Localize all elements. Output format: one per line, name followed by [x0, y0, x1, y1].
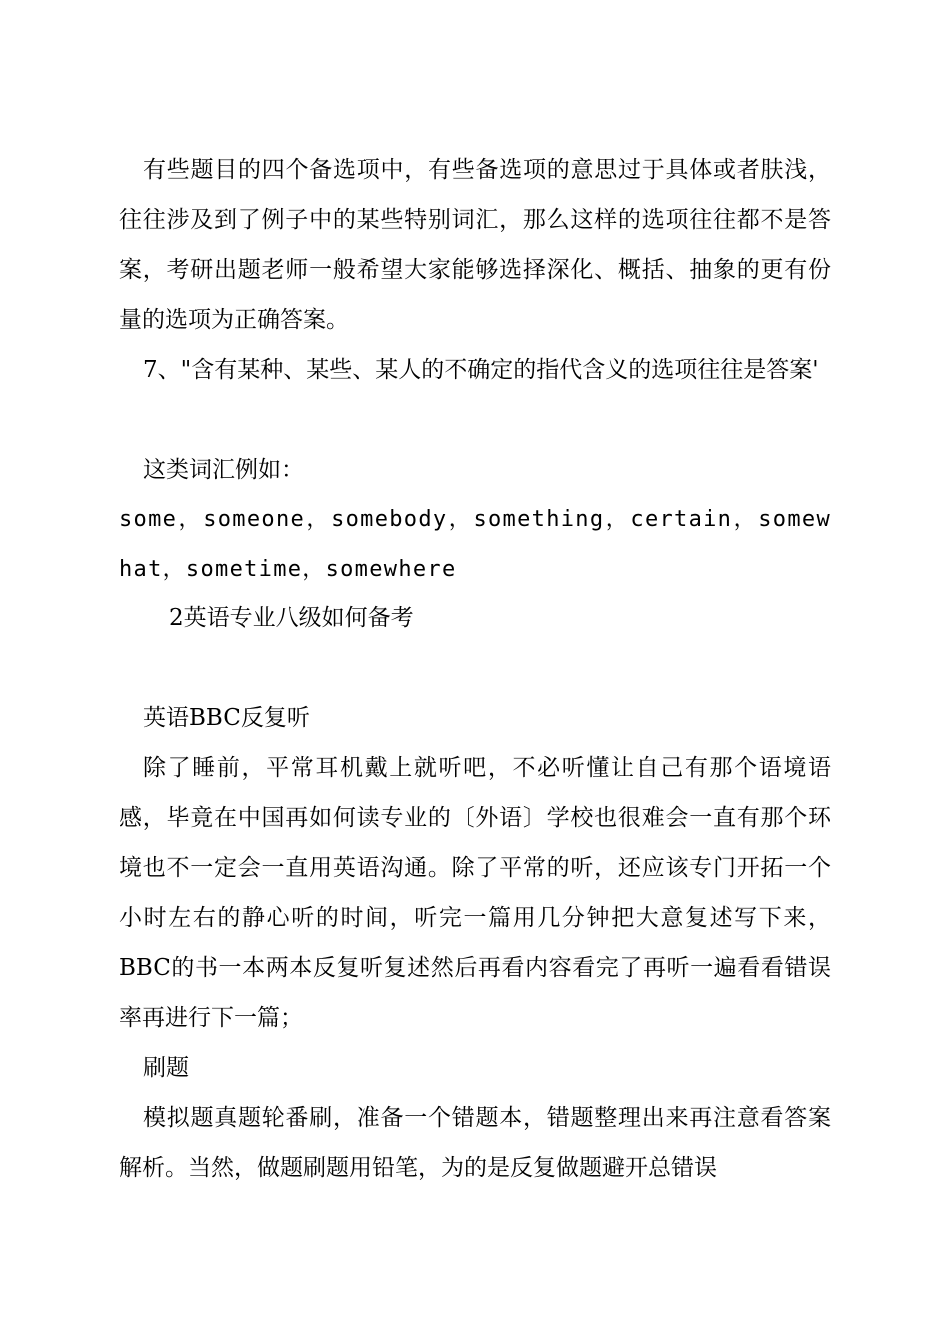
paragraph-bbc-listening: 除了睡前，平常耳机戴上就听吧，不必听懂让自己有那个语境语感，毕竟在中国再如何读专业的〔外语〕学校也很难会一直有那个环境也不一定会一直用英语沟通。除了平常的听，还应该专门开拓一个小时左右的静心听的时间，听完一篇用几分钟把大意复述写下来，BBC的书一本两本反复听复述然后再看内容看完了再听一遍看看错误率再进行下一篇； — [119, 755, 831, 1031]
paragraph-distractor-options: 有些题目的四个备选项中，有些备选项的意思过于具体或者肤浅，往往涉及到了例子中的某些特别词汇，那么这样的选项往往都不是答案，考研出题老师一般希望大家能够选择深化、概括、抽象的更有份量的选项为正确答案。 — [119, 157, 831, 333]
subheading-practice: 刷题 — [143, 1055, 189, 1081]
paragraph-practice: 模拟题真题轮番刷，准备一个错题本，错题整理出来再注意看答案解析。当然，做题刷题用铅笔，为的是反复做题避开总错误 — [119, 1105, 831, 1181]
paragraph-vocab-list: some，someone，somebody，something，certain，somewhat，sometime，somewhere — [119, 507, 831, 582]
section-heading-tem8: 2英语专业八级如何备考 — [169, 605, 414, 631]
paragraph-tip-7: 7、"含有某种、某些、某人的不确定的指代含义的选项往往是答案' — [143, 357, 819, 383]
subheading-bbc: 英语BBC反复听 — [143, 705, 310, 731]
paragraph-vocab-intro: 这类词汇例如： — [143, 457, 304, 483]
